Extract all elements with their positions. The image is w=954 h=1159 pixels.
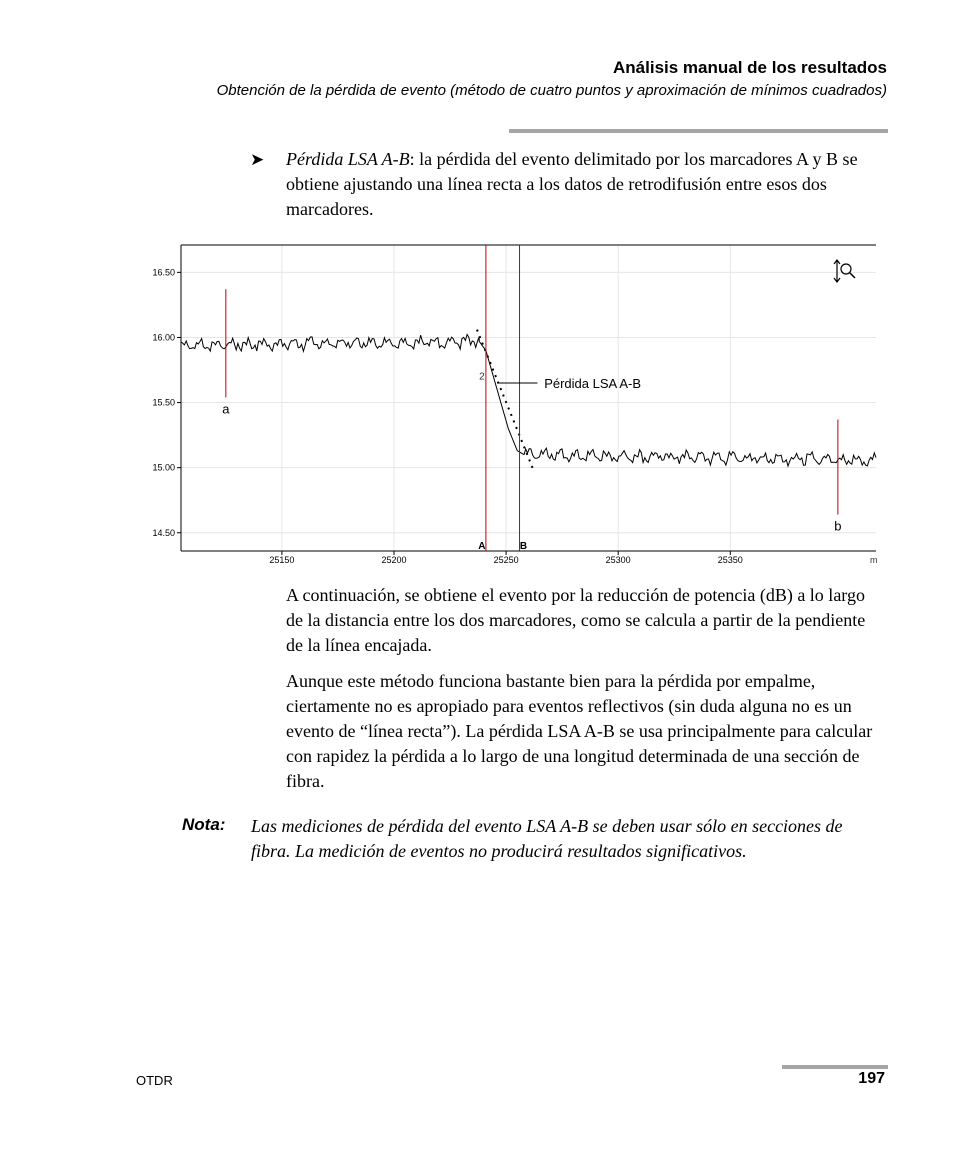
x-tick-label: 25200 xyxy=(381,555,407,565)
page-header-subtitle: Obtención de la pérdida de evento (método de cuatro puntos y aproximación de mínimos cuadrados) xyxy=(216,82,887,99)
marker-A-label: A xyxy=(478,541,486,552)
page-header-title: Análisis manual de los resultados xyxy=(613,58,887,77)
note-label: Nota: xyxy=(182,815,226,834)
x-tick-label: 25300 xyxy=(605,555,631,565)
y-tick-label: 14.50 xyxy=(152,527,175,538)
y-tick-label: 15.00 xyxy=(152,462,175,473)
note-text: Las mediciones de pérdida del evento LSA A-B se deben usar sólo en secciones de fibra. La medición de eventos no producirá resultados significativos. xyxy=(251,816,843,861)
annotation-number: 2 xyxy=(479,371,485,383)
y-tick-label: 16.50 xyxy=(152,267,175,278)
bullet-term: Pérdida LSA A-B xyxy=(286,149,410,169)
x-tick-label: 25250 xyxy=(493,555,519,565)
y-tick-label: 15.50 xyxy=(152,397,175,408)
page-number: 197 xyxy=(858,1070,885,1087)
bullet-text: : la pérdida del evento delimitado por los marcadores A y B se obtiene ajustando una línea recta a los datos de retrodifusión entre esos dos marcadores. xyxy=(286,149,858,219)
marker-B-label: B xyxy=(519,541,528,552)
bullet-paragraph xyxy=(286,147,886,222)
paragraph-1: A continuación, se obtiene el evento por la reducción de potencia (dB) a lo largo de la distancia entre los dos marcadores, como se calcula a partir de la pendiente de la línea encajada. xyxy=(286,585,866,655)
paragraph-2: Aunque este método funciona bastante bien para la pérdida por empalme, ciertamente no es apropiado para eventos reflectivos (sin duda alguna no es un evento de “línea recta”). La pérdida LSA A-B se usa principalmente para calcular con rapidez la pérdida a lo largo de una longitud determinada de una sección de fibra. xyxy=(286,671,873,791)
otdr-trace-chart[interactable] xyxy=(140,238,880,568)
annotation-label: Pérdida LSA A-B xyxy=(544,376,642,392)
marker-a-label: a xyxy=(222,401,230,417)
plot-area xyxy=(181,245,876,551)
y-tick-label: 16.00 xyxy=(152,332,175,343)
marker-b-label: b xyxy=(834,518,842,534)
header-rule xyxy=(509,129,888,133)
x-tick-label: 25350 xyxy=(717,555,743,565)
x-unit-label: m xyxy=(870,555,878,565)
footer-product: OTDR xyxy=(136,1073,173,1088)
footer-rule xyxy=(782,1065,888,1069)
bullet-arrow-icon: ➤ xyxy=(250,150,265,169)
x-tick-label: 25150 xyxy=(269,555,295,565)
